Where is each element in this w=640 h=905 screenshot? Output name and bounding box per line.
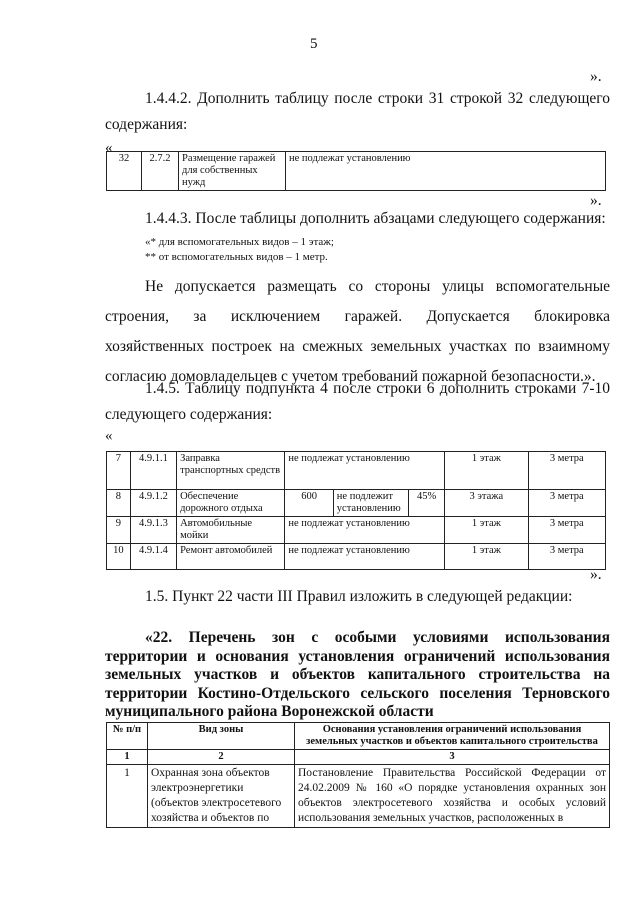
closing-quote: ». xyxy=(590,192,602,209)
table-row xyxy=(107,750,610,765)
note-line: «* для вспомогательных видов – 1 этаж; xyxy=(145,236,334,248)
table-cell: Обеспечение дорожного отдыха xyxy=(177,490,285,517)
table-cell: Автомобильные мойки xyxy=(177,517,285,544)
table-cell: Заправка транспортных средств xyxy=(177,452,285,490)
table-cell: Размещение гаражей для собственных нужд xyxy=(179,152,286,191)
table-cell: 7 xyxy=(107,452,131,490)
table-cell: 45% xyxy=(409,490,445,517)
table-cell: 3 метра xyxy=(528,517,605,544)
table-cell: не подлежат установлению xyxy=(285,452,445,490)
column-header: Основания установления ограничений использования земельных участков и объектов капитального строительства xyxy=(295,723,610,750)
table-cell: 3 метра xyxy=(528,490,605,517)
paragraph-1-5: 1.5. Пункт 22 части III Правил изложить в следующей редакции: xyxy=(145,588,573,605)
table-rows-7-10 xyxy=(106,451,606,570)
table-cell: 10 xyxy=(107,544,131,570)
table-cell: 3 этажа xyxy=(445,490,529,517)
table-cell: 4.9.1.3 xyxy=(130,517,176,544)
table-cell: 4.9.1.2 xyxy=(130,490,176,517)
column-header: № п/п xyxy=(107,723,148,750)
column-number: 1 xyxy=(107,750,148,765)
table-row xyxy=(107,452,606,490)
paragraph-1-4-5: 1.4.5. Таблицу подпункта 4 после строки 6 дополнить строками 7-10 следующего содержания: xyxy=(105,380,610,423)
closing-quote: ». xyxy=(590,68,602,85)
table-cell: 3 метра xyxy=(528,452,605,490)
opening-quote: « xyxy=(105,140,113,156)
section-heading-22: «22. Перечень зон с особыми условиями использования территории и основания установления ограничений использования земельных участков и объектов капитального строительства на территории Костино-Отдельского сельского поселения Терновского муниципального района Воронежской области xyxy=(105,629,610,720)
table-cell: 3 метра xyxy=(528,544,605,570)
table-cell: 2.7.2 xyxy=(142,152,179,191)
page-number: 5 xyxy=(310,36,318,52)
table-cell: не подлежит установлению xyxy=(333,490,408,517)
table-zones xyxy=(106,722,610,828)
table-cell: не подлежат установлению xyxy=(285,517,445,544)
table-cell: 32 xyxy=(107,152,142,191)
opening-quote: « xyxy=(105,428,113,444)
table-cell: 8 xyxy=(107,490,131,517)
table-cell: 4.9.1.4 xyxy=(130,544,176,570)
table-cell: не подлежат установлению xyxy=(286,152,606,191)
table-cell: 1 этаж xyxy=(445,452,529,490)
table-cell: 4.9.1.1 xyxy=(130,452,176,490)
table-cell: Охранная зона объектов электроэнергетики (объектов электросетевого хозяйства и объектов по xyxy=(148,765,295,828)
table-header-row xyxy=(107,723,610,750)
note-line: ** от вспомогательных видов – 1 метр. xyxy=(145,251,328,263)
column-number: 2 xyxy=(148,750,295,765)
table-row xyxy=(107,765,610,828)
paragraph-1-4-4-2: 1.4.4.2. Дополнить таблицу после строки 31 строкой 32 следующего содержания: xyxy=(105,90,610,133)
closing-quote: ». xyxy=(590,566,602,583)
table-cell: 1 xyxy=(107,765,148,828)
table-row-32 xyxy=(106,151,606,191)
table-cell: 9 xyxy=(107,517,131,544)
table-cell: не подлежат установлению xyxy=(285,544,445,570)
table-cell: Ремонт автомобилей xyxy=(177,544,285,570)
table-cell: 1 этаж xyxy=(445,544,529,570)
table-row xyxy=(107,517,606,544)
table-cell: Постановление Правительства Российской Федерации от 24.02.2009 № 160 «О порядке установления охранных зон объектов электросетевого хозяйства и особых условий использования земельных участков, расположенных в xyxy=(295,765,610,828)
paragraph-1-4-4-3: 1.4.4.3. После таблицы дополнить абзацами следующего содержания: xyxy=(145,210,606,227)
paragraph-garages: Не допускается размещать со стороны улицы вспомогательные строения, за исключением гаражей. Допускается блокировка хозяйственных построек на смежных земельных участках по взаимному согласию домовладельцев с учетом требований пожарной безопасности.». xyxy=(105,278,610,385)
column-number: 3 xyxy=(295,750,610,765)
table-row xyxy=(107,152,606,191)
table-cell: 600 xyxy=(285,490,333,517)
table-cell: 1 этаж xyxy=(445,517,529,544)
column-header: Вид зоны xyxy=(148,723,295,750)
table-row xyxy=(107,544,606,570)
table-row xyxy=(107,490,606,517)
